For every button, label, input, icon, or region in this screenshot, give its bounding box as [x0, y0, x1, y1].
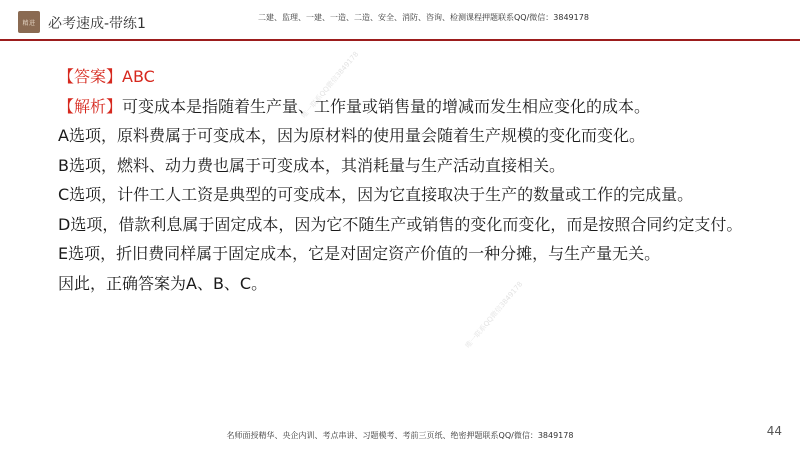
option-c: C选项，计件工人工资是典型的可变成本，因为它直接取决于生产的数量或工作的完成量。: [58, 185, 694, 204]
answer-tag: 【答案】: [58, 67, 123, 86]
option-e: E选项，折旧费同样属于固定成本，它是对固定资产价值的一种分摊，与生产量无关。: [58, 244, 661, 263]
bottom-promo-text: 名师面授精华、央企内训、考点串讲、习题模考、考前三页纸、绝密押题联系QQ/微信：3849178: [226, 431, 574, 440]
logo-text: 精进: [22, 19, 36, 27]
answer-value: ABC: [122, 67, 155, 86]
logo: [18, 11, 40, 33]
option-b: B选项，燃料、动力费也属于可变成本，其消耗量与生产活动直接相关。: [58, 155, 565, 175]
course-title: 必考速成-带练1: [48, 16, 146, 32]
analysis-text: 可变成本是指随着生产量、工作量或销售量的增减而发生相应变化的成本。: [122, 96, 651, 116]
analysis-tag: 【解析】: [58, 96, 123, 116]
option-a: A选项，原料费属于可变成本，因为原材料的使用量会随着生产规模的变化而变化。: [58, 126, 645, 145]
analysis-line: [34, 92, 776, 122]
option-d: D选项，借款利息属于固定成本，因为它不随生产或销售的变化而变化，而是按照合同约定支付。: [58, 214, 743, 234]
answer-content: [34, 62, 776, 298]
top-promo-text: 二建、监理、一建、一造、二造、安全、消防、咨询、检测课程押题联系QQ/微信：3849178: [258, 13, 589, 22]
answer-line: [34, 62, 776, 92]
watermark: 唯一联系QQ微信3849178: [463, 280, 525, 350]
page-number: 44: [766, 424, 782, 438]
conclusion: 因此，正确答案为A、B、C。: [58, 273, 268, 293]
header: [0, 0, 800, 38]
watermark: 唯一联系QQ微信3849178: [299, 50, 361, 120]
header-divider: [0, 39, 800, 41]
